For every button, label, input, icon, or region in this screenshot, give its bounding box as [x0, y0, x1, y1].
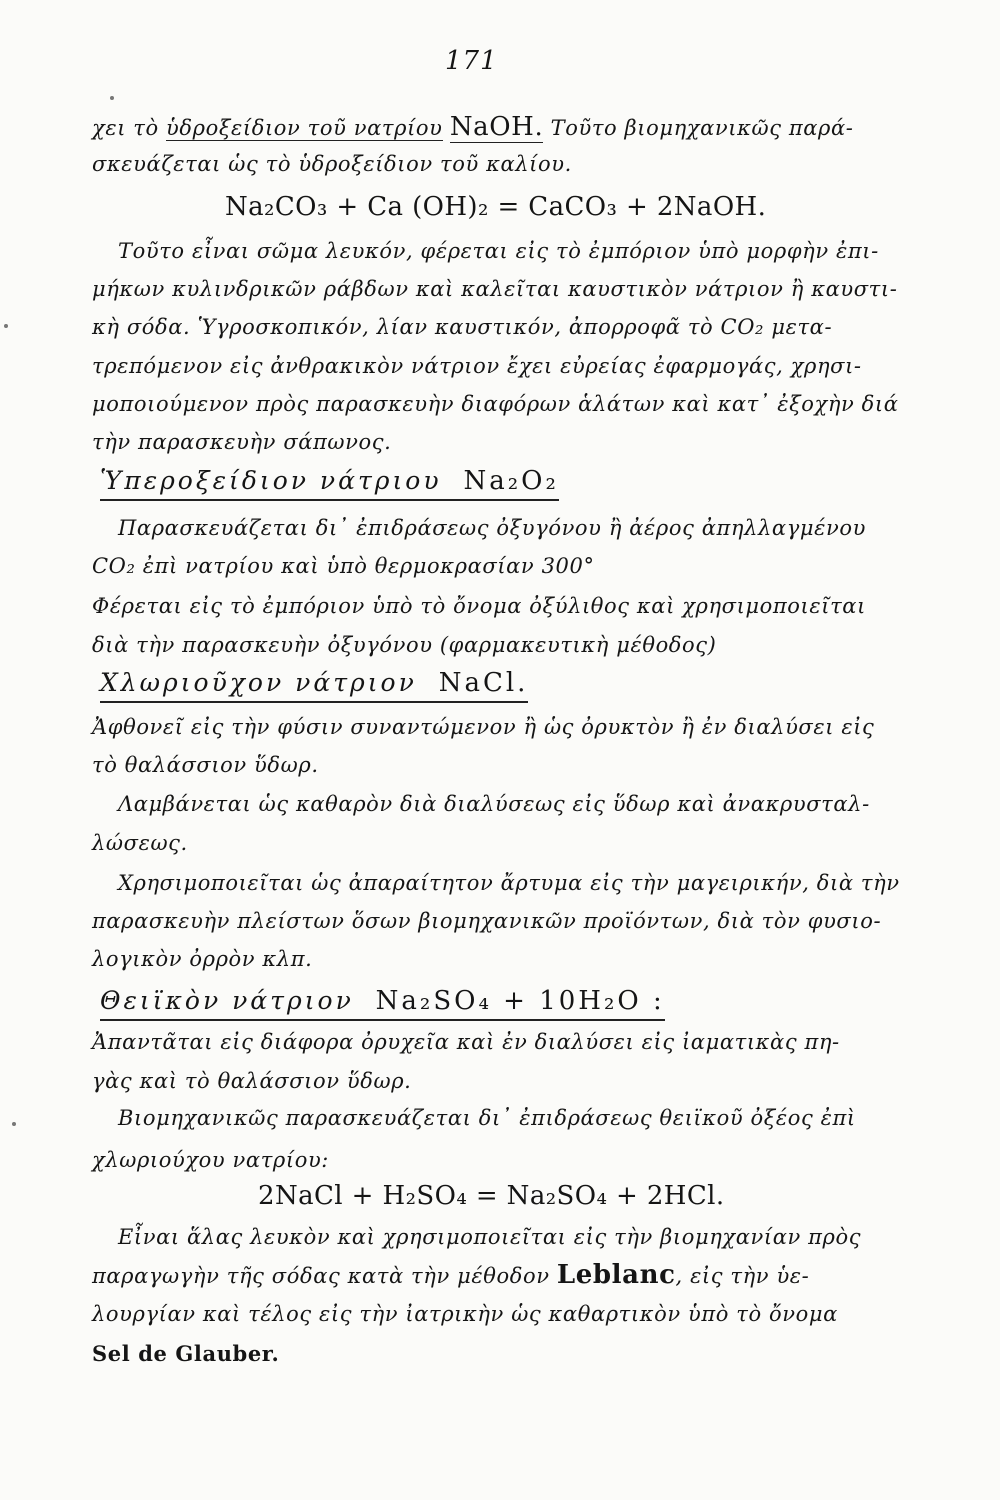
- underlined-term: ὑδροξείδιον τοῦ νατρίου: [166, 116, 443, 140]
- text-line: λουργίαν καὶ τέλος εἰς τὴν ἰατρικὴν ὡς καθαρτικὸν ὑπὸ τὸ ὄνομα: [92, 1302, 838, 1326]
- text-line: Τοῦτο εἶναι σῶμα λευκόν, φέρεται εἰς τὸ ἐμπόριον ὑπὸ μορφὴν ἐπι-: [118, 239, 879, 263]
- heading-title: Ὑπεροξείδιον νάτριου: [100, 466, 442, 495]
- equation-sodium-hydroxide: Na₂CO₃ + Ca (OH)₂ = CaCO₃ + 2NaOH.: [225, 192, 767, 222]
- text-line: παρασκευὴν πλείστων ὅσων βιομηχανικῶν προϊόντων, διὰ τὸν φυσιο-: [92, 909, 882, 933]
- text-fragment: [443, 116, 450, 140]
- text-line: Χρησιμοποιεῖται ὡς ἀπαραίτητον ἄρτυμα εἰς τὴν μαγειρικήν, διὰ τὴν: [118, 871, 900, 895]
- text-line: τὴν παρασκευὴν σάπωνος.: [92, 430, 392, 454]
- text-fragment: , εἰς τὴν ὑε-: [675, 1264, 810, 1288]
- text-line: διὰ τὴν παρασκευὴν ὀξυγόνου (φαρμακευτικὴ μέθοδος): [92, 633, 717, 657]
- text-fragment: παραγωγὴν τῆς σόδας κατὰ τὴν μέθοδον: [92, 1264, 557, 1288]
- equation-sodium-sulfate: 2NaCl + H₂SO₄ = Na₂SO₄ + 2HCl.: [258, 1181, 725, 1211]
- text-fragment: χει τὸ: [92, 116, 167, 140]
- text-line: Φέρεται εἰς τὸ ἐμπόριον ὑπὸ τὸ ὄνομα ὀξύλιθος καὶ χρησιμοποιεῖται: [92, 594, 866, 618]
- text-line: λώσεως.: [92, 831, 188, 855]
- heading-title: Θειϊκὸν νάτριον: [100, 986, 354, 1015]
- section-heading-sodium-chloride: [100, 666, 528, 703]
- text-line: τρεπόμενον εἰς ἀνθρακικὸν νάτριον ἔχει εὐρείας ἐφαρμογάς, χρησι-: [92, 354, 862, 378]
- text-line: [92, 1339, 912, 1369]
- heading-formula: Na₂SO₄ + 10H₂O :: [375, 986, 665, 1016]
- text-line: γὰς καὶ τὸ θαλάσσιον ὕδωρ.: [92, 1069, 412, 1093]
- text-line: Ἀφθονεῖ εἰς τὴν φύσιν συναντώμενον ἢ ὡς ὀρυκτὸν ἢ ἐν διαλύσει εἰς: [92, 715, 875, 739]
- text-line: μήκων κυλινδρικῶν ράβδων καὶ καλεῖται καυστικὸν νάτριον ἢ καυστι-: [92, 277, 898, 301]
- text-line: Βιομηχανικῶς παρασκευάζεται δι᾽ ἐπιδράσεως θειϊκοῦ ὀξέος ἐπὶ: [118, 1106, 856, 1130]
- formula-naoh: NaOH.: [449, 112, 544, 142]
- text-line: κὴ σόδα. Ὑγροσκοπικόν, λίαν καυστικόν, ἀπορροφᾶ τὸ CO₂ μετα-: [92, 315, 833, 339]
- heading-formula: NaCl.: [438, 668, 529, 698]
- ink-speck: [4, 324, 8, 328]
- text-fragment: Τοῦτο βιομηχανικῶς παρά-: [543, 116, 854, 140]
- ink-speck: [110, 96, 114, 100]
- ink-speck: [12, 1122, 16, 1126]
- text-line: μοποιούμενον πρὸς παρασκευὴν διαφόρων ἁλάτων καὶ κατ᾽ ἐξοχὴν διά: [92, 392, 899, 416]
- text-line: [92, 112, 912, 143]
- leblanc-term: Leblanc: [556, 1260, 676, 1290]
- text-line: CO₂ ἐπὶ νατρίου καὶ ὑπὸ θερμοκρασίαν 300°: [92, 554, 595, 578]
- section-heading-sodium-peroxide: [100, 464, 559, 501]
- text-line: Εἶναι ἅλας λευκὸν καὶ χρησιμοποιεῖται εἰς τὴν βιομηχανίαν πρὸς: [118, 1225, 862, 1249]
- text-line: Λαμβάνεται ὡς καθαρὸν διὰ διαλύσεως εἰς ὕδωρ καὶ ἀνακρυσταλ-: [118, 792, 870, 816]
- text-line: Ἀπαντᾶται εἰς διάφορα ὀρυχεῖα καὶ ἐν διαλύσει εἰς ἰαματικὰς πη-: [92, 1030, 840, 1054]
- text-line: χλωριούχου νατρίου:: [92, 1148, 329, 1172]
- sel-de-glauber-term: Sel de Glauber.: [92, 1341, 280, 1366]
- text-line: λογικὸν ὀρρὸν κλπ.: [92, 947, 313, 971]
- heading-formula: Na₂O₂: [463, 466, 559, 496]
- text-line: Παρασκευάζεται δι᾽ ἐπιδράσεως ὀξυγόνου ἢ ἀέρος ἀπηλλαγμένου: [118, 516, 866, 540]
- page-number: 171: [445, 46, 498, 76]
- text-line: σκευάζεται ὡς τὸ ὑδροξείδιον τοῦ καλίου.: [92, 152, 572, 176]
- section-heading-sodium-sulfate: [100, 984, 665, 1021]
- heading-title: Χλωριοῦχον νάτριον: [100, 668, 417, 697]
- text-line: [92, 1260, 912, 1291]
- text-line: τὸ θαλάσσιον ὕδωρ.: [92, 753, 319, 777]
